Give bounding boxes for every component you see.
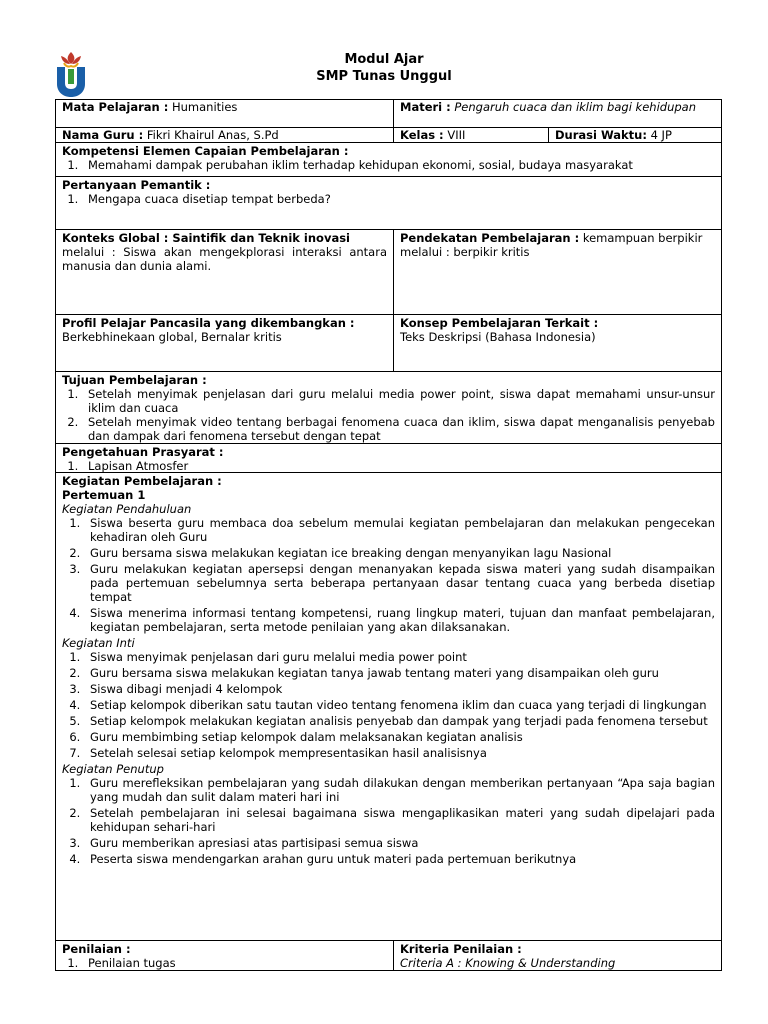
pendekatan-label: Pendekatan Pembelajaran : (400, 231, 580, 245)
konsep-label: Konsep Pembelajaran Terkait : (400, 316, 599, 330)
materi-label: Materi : (400, 100, 451, 114)
tujuan-cell (55, 371, 722, 444)
pertemuan-label: Pertemuan 1 (62, 488, 146, 502)
kelas-value: VIII (447, 128, 466, 142)
kriteria-text: Criteria A : Knowing & Understanding (400, 956, 616, 970)
konteks-text: melalui : Siswa akan mengekplorasi interaksi antara manusia dan dunia alami. (62, 245, 387, 273)
penilaian-label: Penilaian : (62, 942, 131, 956)
school-logo (53, 50, 89, 98)
list-item: 6. Guru membimbing setiap kelompok dalam melaksanakan kegiatan analisis (84, 730, 715, 744)
list-item: 2. Setelah pembelajaran ini selesai bagaimana siswa mengaplikasikan materi yang sudah dipelajari pada kehidupan sehari-hari (84, 806, 715, 834)
mapel-value: Humanities (171, 100, 238, 114)
list-item: 3. Siswa dibagi menjadi 4 kelompok (84, 682, 715, 696)
materi-value: Pengaruh cuaca dan iklim bagi kehidupan (454, 100, 696, 114)
konsep-cell (393, 314, 722, 372)
kegiatan-label: Kegiatan Pembelajaran : (62, 474, 222, 488)
list-item: 7. Setelah selesai setiap kelompok mempresentasikan hasil analisisnya (84, 746, 715, 760)
list-item: 5. Setiap kelompok melakukan kegiatan analisis penyebab dan dampak yang terjadi pada fenomena tersebut (84, 714, 715, 728)
list-item: 4. Siswa menerima informasi tentang kompetensi, ruang lingkup materi, tujuan dan manfaat pembelajaran, kegiatan pembelajaran, serta metode penilaian yang akan dilaksanakan. (84, 606, 715, 634)
kompetensi-item: 1. Memahami dampak perubahan iklim terhadap kehidupan ekonomi, sosial, budaya masyarakat (82, 158, 715, 172)
penilaian-item: 1. Penilaian tugas (82, 956, 387, 970)
school-name: SMP Tunas Unggul (316, 69, 452, 84)
inti-list (62, 650, 715, 760)
tujuan-item: 1. Setelah menyimak penjelasan dari guru melalui media power point, siswa dapat memahami unsur-unsur iklim dan cuaca (82, 387, 715, 415)
kompetensi-cell (55, 142, 722, 177)
mapel-label: Mata Pelajaran : (62, 100, 169, 114)
penilaian-cell (55, 940, 394, 971)
penutup-label: Kegiatan Penutup (62, 762, 164, 776)
tujuan-item: 2. Setelah menyimak video tentang berbagai fenomena cuaca dan iklim, siswa dapat menganalisis penyebab dan dampak dari fenomena tersebut dengan tepat (82, 415, 715, 443)
mapel-cell (55, 99, 394, 128)
durasi-label: Durasi Waktu: (555, 128, 647, 142)
konteks-label: Konteks Global : Saintifik dan Teknik inovasi (62, 231, 350, 245)
prasyarat-item: 1. Lapisan Atmosfer (82, 459, 715, 473)
guru-label: Nama Guru : (62, 128, 144, 142)
pendekatan-cell (393, 229, 722, 315)
durasi-value: 4 JP (650, 128, 672, 142)
penutup-list (62, 776, 715, 866)
list-item: 1. Siswa beserta guru membaca doa sebelum memulai kegiatan pembelajaran dan melakukan pengecekan kehadiran oleh Guru (84, 516, 715, 544)
list-item: 2. Guru bersama siswa melakukan kegiatan tanya jawab tentang materi yang disampaikan oleh guru (84, 666, 715, 680)
profil-cell (55, 314, 394, 372)
list-item: 4. Peserta siswa mendengarkan arahan guru untuk materi pada pertemuan berikutnya (84, 852, 715, 866)
pendekatan-value: kemampuan berpikir (582, 231, 703, 245)
list-item: 3. Guru memberikan apresiasi atas partisipasi semua siswa (84, 836, 715, 850)
list-item: 1. Guru merefleksikan pembelajaran yang sudah dilakukan dengan memberikan pertanyaan “Apa saja bagian yang mudah dan sulit dalam materi hari ini (84, 776, 715, 804)
profil-text: Berkebhinekaan global, Bernalar kritis (62, 330, 282, 344)
pemantik-item: 1. Mengapa cuaca disetiap tempat berbeda? (82, 192, 715, 206)
kriteria-label: Kriteria Penilaian : (400, 942, 522, 956)
kelas-label: Kelas : (400, 128, 444, 142)
list-item: 3. Guru melakukan kegiatan apersepsi dengan menanyakan kepada siswa materi yang sudah disampaikan pada pertemuan sebelumnya serta beberapa pertanyaan dasar tentang cuaca yang berbeda disetiap tempat (84, 562, 715, 604)
guru-cell (55, 127, 394, 143)
list-item: 2. Guru bersama siswa melakukan kegiatan ice breaking dengan menyanyikan lagu Nasional (84, 546, 715, 560)
kriteria-cell (393, 940, 722, 971)
pemantik-cell (55, 176, 722, 230)
profil-label: Profil Pelajar Pancasila yang dikembangkan : (62, 316, 355, 330)
tujuan-label: Tujuan Pembelajaran : (62, 373, 207, 387)
inti-label: Kegiatan Inti (62, 636, 135, 650)
pendahuluan-label: Kegiatan Pendahuluan (62, 502, 192, 516)
guru-value: Fikri Khairul Anas, S.Pd (146, 128, 279, 142)
konsep-text: Teks Deskripsi (Bahasa Indonesia) (400, 330, 596, 344)
kelas-cell (393, 127, 549, 143)
list-item: 1. Siswa menyimak penjelasan dari guru melalui media power point (84, 650, 715, 664)
document-title: Modul Ajar (344, 52, 424, 67)
pemantik-label: Pertanyaan Pemantik : (62, 178, 211, 192)
konteks-cell (55, 229, 394, 315)
pendahuluan-list (62, 516, 715, 634)
kompetensi-label: Kompetensi Elemen Capaian Pembelajaran : (62, 144, 349, 158)
list-item: 4. Setiap kelompok diberikan satu tautan video tentang fenomena iklim dan cuaca yang terjadi di lingkungan (84, 698, 715, 712)
prasyarat-cell (55, 443, 722, 473)
kegiatan-cell (55, 472, 722, 941)
materi-cell (393, 99, 722, 128)
durasi-cell (548, 127, 722, 143)
prasyarat-label: Pengetahuan Prasyarat : (62, 445, 224, 459)
pendekatan-text: melalui : berpikir kritis (400, 245, 530, 259)
